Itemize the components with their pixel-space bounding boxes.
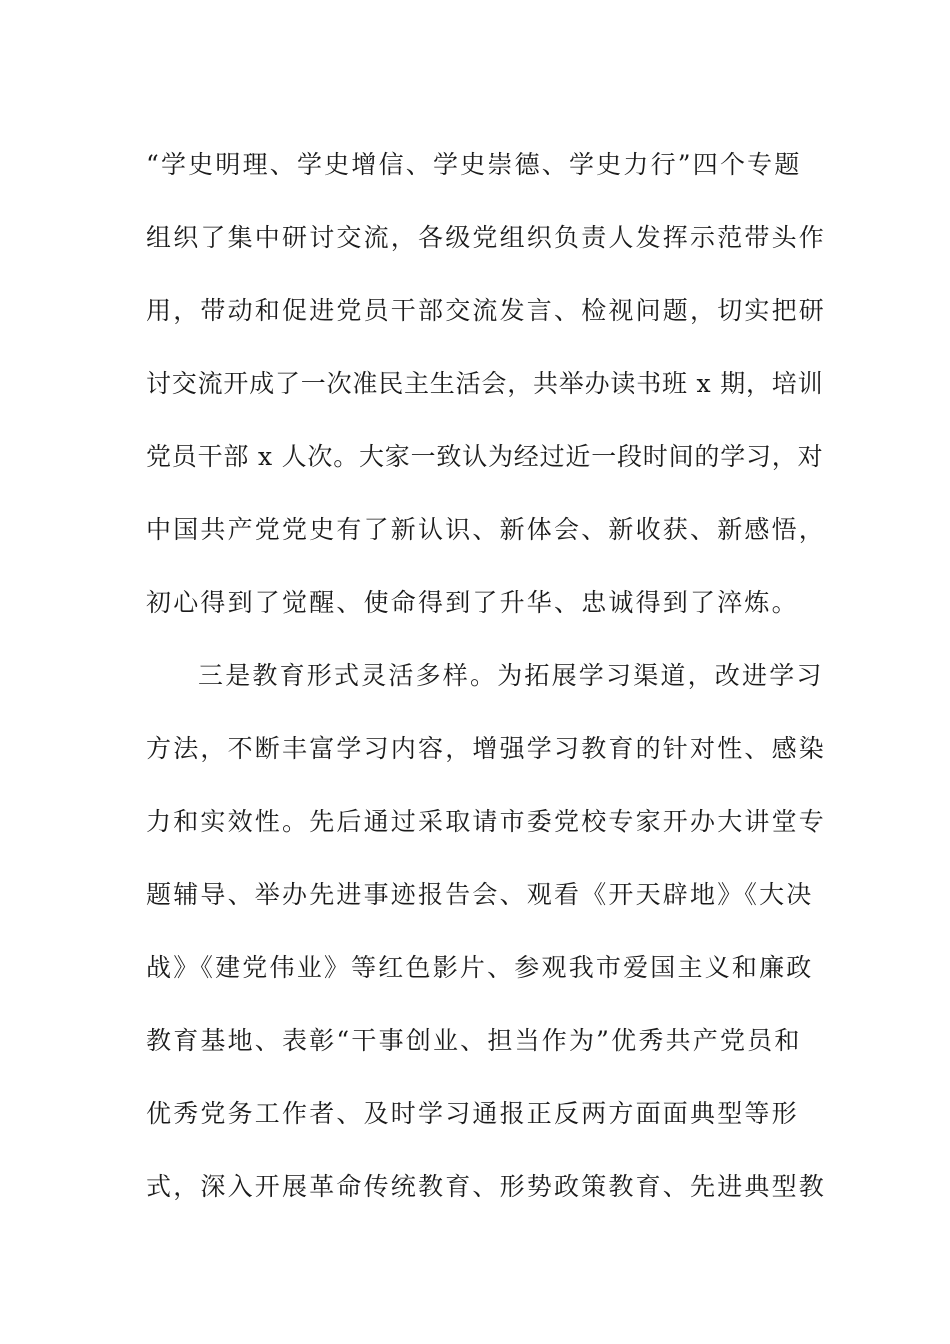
text-line: 初心得到了觉醒、使命得到了升华、忠诚得到了淬炼。	[146, 588, 799, 617]
text-line: 优秀党务工作者、及时学习通报正反两方面面典型等形	[146, 1099, 799, 1128]
text-line: 战》《建党伟业》等红色影片、参观我市爱国主义和廉政	[146, 953, 814, 982]
body-text	[146, 128, 826, 1223]
text-line: 用，带动和促进党员干部交流发言、检视问题，切实把研	[146, 296, 827, 325]
text-line: 组织了集中研讨交流，各级党组织负责人发挥示范带头作	[146, 223, 827, 252]
text-line: 中国共产党党史有了新认识、新体会、新收获、新感悟，	[146, 515, 827, 544]
text-line: “学史明理、学史增信、学史崇德、学史力行”四个专题	[146, 150, 802, 179]
text-line: 教育基地、表彰“干事创业、担当作为”优秀共产党员和	[146, 1026, 802, 1055]
text-line: 党员干部 x 人次。大家一致认为经过近一段时间的学习，对	[146, 442, 824, 471]
text-line: 力和实效性。先后通过采取请市委党校专家开办大讲堂专	[146, 807, 827, 836]
text-line: 式，深入开展革命传统教育、形势政策教育、先进典型教	[146, 1172, 827, 1201]
text-line: 讨交流开成了一次准民主生活会，共举办读书班 x 期，培训	[146, 369, 824, 398]
paragraph-start-line: 三是教育形式灵活多样。为拓展学习渠道，改进学习	[198, 661, 824, 690]
text-line: 方法，不断丰富学习内容，增强学习教育的针对性、感染	[146, 734, 827, 763]
text-line: 题辅导、举办先进事迹报告会、观看《开天辟地》《大决	[146, 880, 814, 909]
